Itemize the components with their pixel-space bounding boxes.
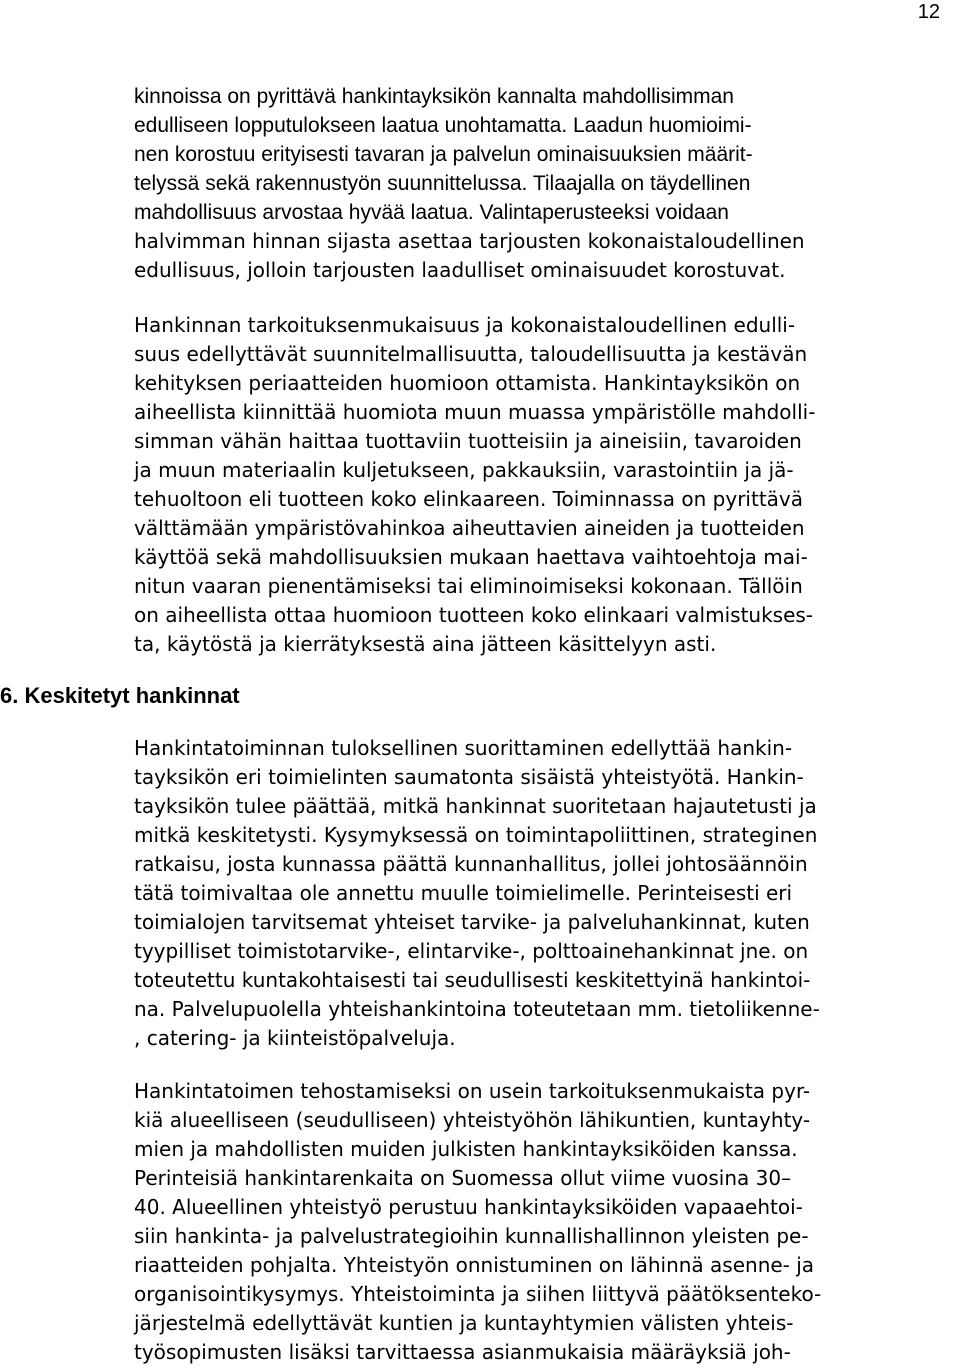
paragraph-line: suus edellyttävät suunnitelmallisuutta, taloudellisuutta ja kestävän [134, 342, 808, 366]
paragraph-line: ta, käytöstä ja kierrätyksestä aina jätteen käsittelyyn asti. [134, 632, 717, 656]
page-number: 12 [917, 1, 940, 23]
paragraph-line: Hankinnan tarkoituksenmukaisuus ja kokonaistaloudellinen edulli- [134, 313, 796, 337]
paragraph-line: Hankintatoiminnan tuloksellinen suorittaminen edellyttää hankin- [134, 736, 793, 760]
paragraph-line: Perinteisiä hankintarenkaita on Suomessa ollut viime vuosina 30– [134, 1166, 792, 1190]
paragraph-line: nitun vaaran pienentämiseksi tai eliminoimiseksi kokonaan. Tällöin [134, 574, 803, 598]
paragraph-4 [134, 1077, 954, 1367]
paragraph-line: mahdollisuus arvostaa hyvää laatua. Valintaperusteeksi voidaan [134, 201, 729, 224]
paragraph-line: halvimman hinnan sijasta asettaa tarjousten kokonaistaloudellinen [134, 229, 805, 253]
paragraph-line: nen korostuu erityisesti tavaran ja palvelun ominaisuuksien määrit- [134, 143, 753, 166]
paragraph-line: kiä alueelliseen (seudulliseen) yhteistyöhön lähikuntien, kuntayhty- [134, 1108, 811, 1132]
paragraph-line: riaatteiden pohjalta. Yhteistyön onnistuminen on lähinnä asenne- ja [134, 1253, 815, 1277]
paragraph-3 [134, 734, 954, 1053]
paragraph-line: tätä toimivaltaa ole annettu muulle toimielimelle. Perinteisesti eri [134, 881, 793, 905]
paragraph-line: välttämään ympäristövahinkoa aiheuttavien aineiden ja tuotteiden [134, 516, 805, 540]
paragraph-line: siin hankinta- ja palvelustrategioihin kunnallishallinnon yleisten pe- [134, 1224, 809, 1248]
paragraph-line: na. Palvelupuolella yhteishankintoina toteutetaan mm. tietoliikenne- [134, 997, 820, 1021]
paragraph-line: tyypilliset toimistotarvike-, elintarvike-, polttoainehankinnat jne. on [134, 939, 809, 963]
paragraph-line: ja muun materiaalin kuljetukseen, pakkauksiin, varastointiin ja jä- [134, 458, 794, 482]
paragraph-line: mitkä keskitetysti. Kysymyksessä on toimintapoliittinen, strateginen [134, 823, 818, 847]
paragraph-line: on aiheellista ottaa huomioon tuotteen koko elinkaari valmistukses- [134, 603, 814, 627]
section-heading: 6. Keskitetyt hankinnat [0, 683, 240, 708]
paragraph-line: tayksikön tulee päättää, mitkä hankinnat suoritetaan hajautetusti ja [134, 794, 817, 818]
paragraph-line: telyssä sekä rakennustyön suunnittelussa. Tilaajalla on täydellinen [134, 172, 751, 195]
paragraph-line: kehityksen periaatteiden huomioon ottamista. Hankintayksikön on [134, 371, 801, 395]
paragraph-line: toimialojen tarvitsemat yhteiset tarvike- ja palveluhankinnat, kuten [134, 910, 810, 934]
paragraph-line: Hankintatoimen tehostamiseksi on usein tarkoituksenmukaista pyr- [134, 1079, 811, 1103]
paragraph-line: edulliseen lopputulokseen laatua unohtamatta. Laadun huomioimi- [134, 114, 752, 137]
paragraph-1 [134, 82, 954, 285]
paragraph-line: aiheellista kiinnittää huomiota muun muassa ympäristölle mahdolli- [134, 400, 816, 424]
paragraph-line: toteutettu kuntakohtaisesti tai seudullisesti keskitettyinä hankintoi- [134, 968, 811, 992]
paragraph-line: tehuoltoon eli tuotteen koko elinkaareen. Toiminnassa on pyrittävä [134, 487, 804, 511]
paragraph-line: , catering- ja kiinteistöpalveluja. [134, 1026, 456, 1050]
paragraph-line: organisointikysymys. Yhteistoiminta ja siihen liittyvä päätöksenteko- [134, 1282, 822, 1306]
paragraph-line: käyttöä sekä mahdollisuuksien mukaan haettava vaihtoehtoja mai- [134, 545, 808, 569]
paragraph-line: kinnoissa on pyrittävä hankintayksikön kannalta mahdollisimman [134, 85, 734, 108]
paragraph-line: tayksikön eri toimielinten saumatonta sisäistä yhteistyötä. Hankin- [134, 765, 804, 789]
paragraph-line: 40. Alueellinen yhteistyö perustuu hankintayksiköiden vapaaehtoi- [134, 1195, 803, 1219]
paragraph-line: työsopimusten lisäksi tarvittaessa asianmukaisia määräyksiä joh- [134, 1340, 791, 1364]
paragraph-line: edullisuus, jolloin tarjousten laadulliset ominaisuudet korostuvat. [134, 258, 786, 282]
paragraph-line: mien ja mahdollisten muiden julkisten hankintayksiköiden kanssa. [134, 1137, 798, 1161]
paragraph-line: järjestelmä edellyttävät kuntien ja kuntayhtymien välisten yhteis- [134, 1311, 794, 1335]
paragraph-line: ratkaisu, josta kunnassa päättä kunnanhallitus, jollei johtosäännöin [134, 852, 808, 876]
paragraph-2 [134, 311, 954, 659]
paragraph-line: simman vähän haittaa tuottaviin tuotteisiin ja aineisiin, tavaroiden [134, 429, 802, 453]
